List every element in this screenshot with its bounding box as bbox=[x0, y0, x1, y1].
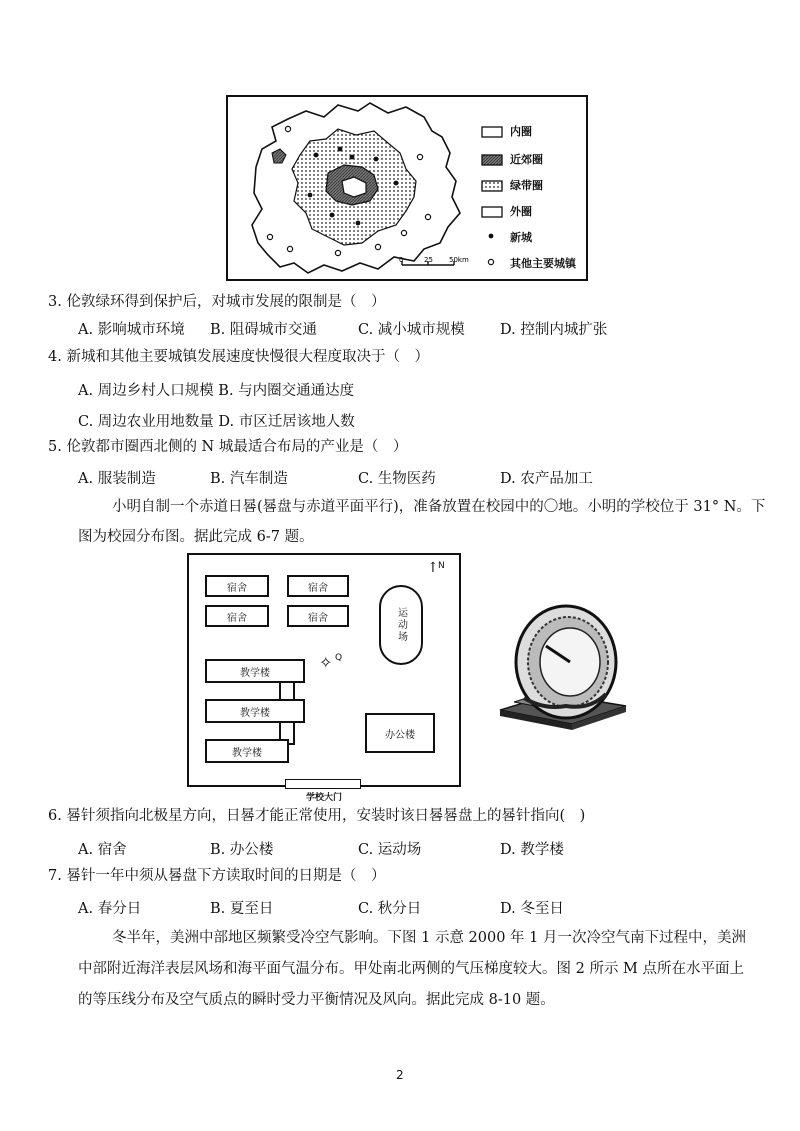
dorm-3: 宿舍 bbox=[205, 605, 269, 627]
scale-0: 0 bbox=[399, 256, 404, 264]
q4-stem: 4. 新城和其他主要城镇发展速度快慢很大程度取决于（ ） bbox=[48, 349, 429, 365]
legend-green-belt: 绿带圈 bbox=[510, 179, 543, 192]
sundial-illustration bbox=[494, 598, 630, 736]
q6-option-b: B. 办公楼 bbox=[210, 842, 274, 858]
q4-options-ab: A. 周边乡村人口规模 B. 与内圈交通通达度 bbox=[78, 383, 355, 399]
teaching-building-2: 教学楼 bbox=[205, 699, 305, 723]
q3-option-d: D. 控制内城扩张 bbox=[500, 322, 608, 338]
legend-newtown-symbol bbox=[489, 234, 494, 239]
dorm-2: 宿舍 bbox=[287, 575, 349, 597]
dorm-4: 宿舍 bbox=[287, 605, 349, 627]
legend-outer: 外圈 bbox=[510, 205, 532, 218]
legend-green-swatch bbox=[482, 181, 502, 191]
q7-option-d: D. 冬至日 bbox=[500, 901, 564, 917]
q3-option-c: C. 减小城市规模 bbox=[358, 322, 465, 338]
q4-options-cd: C. 周边农业用地数量 D. 市区迁居该地人数 bbox=[78, 414, 355, 430]
north-label: N bbox=[438, 561, 445, 571]
q5-stem: 5. 伦敦都市圈西北侧的 N 城最适合布局的产业是（ ） bbox=[48, 439, 408, 455]
intro-6-7-line1: 小明自制一个赤道日晷(晷盘与赤道平面平行)，准备放置在校园中的〇地。小明的学校位于 31° N。下 bbox=[112, 499, 766, 515]
page-number: 2 bbox=[396, 1068, 404, 1082]
legend-other-town: 其他主要城镇 bbox=[510, 257, 576, 270]
q6-stem: 6. 晷针须指向北极星方向，日晷才能正常使用，安装时该日晷晷盘上的晷针指向( ) bbox=[48, 808, 586, 824]
intro-8-10: 冬半年，美洲中部地区频繁受冷空气影响。下图 1 示意 2000 年 1 月一次冷空气南下过程中，美洲中部附近海洋表层风场和海平面气温分布。甲处南北两侧的气压梯度较大。图 2 所示 M 点所在水平面上的等压线分布及空气质点的瞬时受力平衡情况及风向。据此完成 8-10 题。 bbox=[78, 930, 747, 1008]
q3-option-a: A. 影响城市环境 bbox=[78, 322, 185, 338]
point-label: Q bbox=[335, 653, 343, 663]
q7-option-b: B. 夏至日 bbox=[210, 901, 274, 917]
north-arrow-icon: ↑ bbox=[427, 560, 439, 576]
q5-option-a: A. 服装制造 bbox=[78, 471, 156, 487]
gate-label: 学校大门 bbox=[306, 793, 343, 803]
dorm-1: 宿舍 bbox=[205, 575, 269, 597]
teaching-building-3: 教学楼 bbox=[205, 739, 289, 763]
sports-field: 运动场 bbox=[379, 585, 423, 665]
legend-inner-swatch bbox=[482, 127, 502, 137]
q5-option-d: D. 农产品加工 bbox=[500, 471, 593, 487]
star-marker-icon: ✧ bbox=[319, 653, 333, 672]
intro-6-7-line2: 图为校园分布图。据此完成 6-7 题。 bbox=[78, 529, 314, 545]
q7-option-c: C. 秋分日 bbox=[358, 901, 422, 917]
q6-option-a: A. 宿舍 bbox=[78, 842, 127, 858]
q7-stem: 7. 晷针一年中须从晷盘下方读取时间的日期是（ ） bbox=[48, 868, 386, 884]
q6-option-c: C. 运动场 bbox=[358, 842, 422, 858]
q6-option-d: D. 教学楼 bbox=[500, 842, 564, 858]
q5-option-b: B. 汽车制造 bbox=[210, 471, 288, 487]
q7-option-a: A. 春分日 bbox=[78, 901, 142, 917]
gate-bar bbox=[285, 779, 361, 789]
legend-new-town: 新城 bbox=[510, 231, 532, 244]
office-building: 办公楼 bbox=[365, 713, 435, 753]
legend-town-symbol bbox=[488, 259, 493, 264]
legend-outer-swatch bbox=[482, 207, 502, 217]
legend-near-suburb: 近郊圈 bbox=[510, 153, 543, 166]
legend-inner: 内圈 bbox=[510, 125, 532, 138]
legend-near-swatch bbox=[482, 155, 502, 165]
scale-25: 25 bbox=[424, 256, 433, 264]
scale-50: 50km bbox=[449, 256, 469, 264]
campus-map bbox=[187, 553, 461, 787]
q5-option-c: C. 生物医药 bbox=[358, 471, 436, 487]
q3-option-b: B. 阻碍城市交通 bbox=[210, 322, 317, 338]
q3-stem: 3. 伦敦绿环得到保护后，对城市发展的限制是（ ） bbox=[48, 294, 386, 310]
teaching-building-1: 教学楼 bbox=[205, 659, 305, 683]
